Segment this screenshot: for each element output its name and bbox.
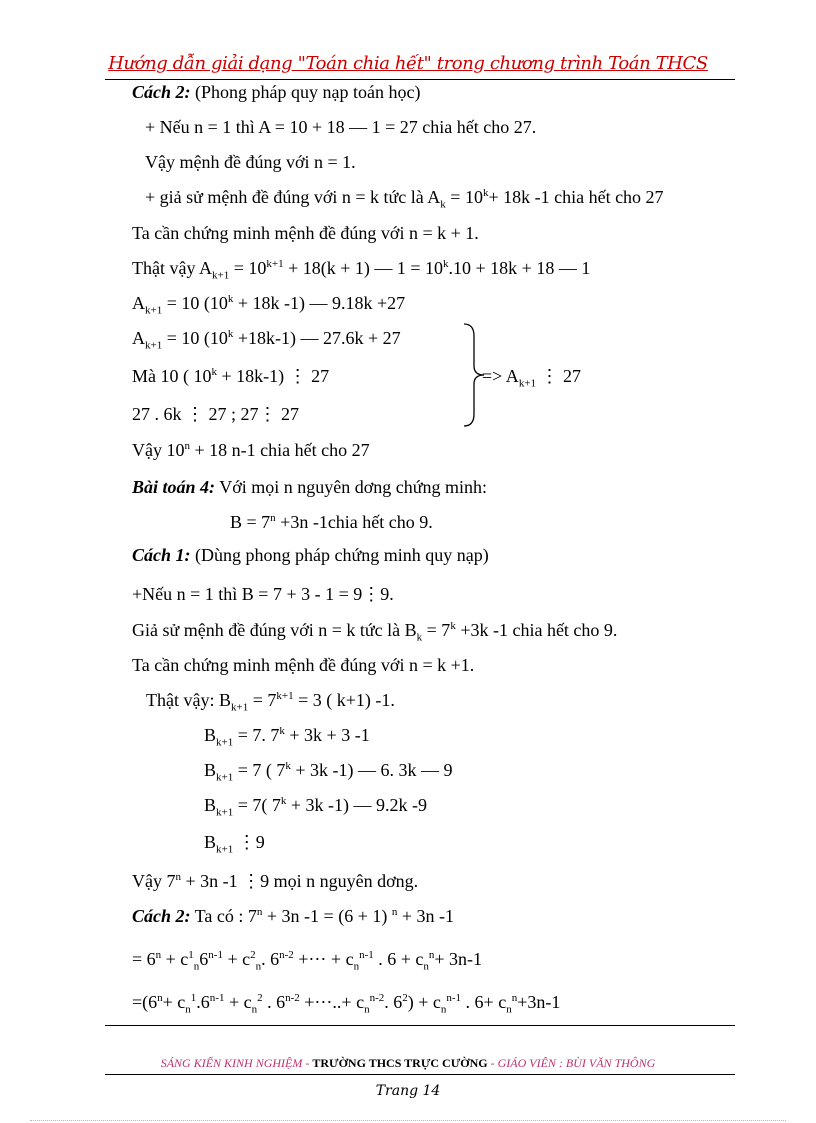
header-rule xyxy=(105,79,735,80)
problem-4-formula: $B = 7^n +3n$ -1chia hết cho 9. xyxy=(230,512,433,532)
cach1-goal: Ta cần chứng minh mệnh đề đúng với n = k +1. xyxy=(132,655,475,675)
induction-goal: Ta cần chứng minh mệnh đề đúng với n = k + 1. xyxy=(132,223,479,243)
divisibility-line-1: Mà 10 ( $10^k + 18k-1$) ⋮ 27 xyxy=(132,366,330,386)
base-case-line: + Nếu n = 1 thì A = 10 + 18 — 1 = 27 chia hết cho 27. xyxy=(145,117,537,137)
cach1-heading: Cách 1: (Dùng phong pháp chứng minh quy nạp) xyxy=(132,545,489,565)
induction-step-2: $A_{k+1} = 10$ ($10^k + 18k$ -1) — 9.18k +27 xyxy=(132,293,406,317)
footer-rule-bottom xyxy=(105,1074,735,1075)
cach1-base-case: +Nếu n = 1 thì B = 7 + 3 - 1 = 9⋮9. xyxy=(132,584,394,604)
cach1-step-4: $B_{k+1}$ ⋮9 xyxy=(204,832,265,856)
cach1-step-1: $B_{k+1} = 7$. $7^k + 3k + 3$ -1 xyxy=(204,725,370,749)
footer-rule-top xyxy=(105,1025,735,1026)
cach2-binomial-heading: Cách 2: Ta có : $7^n + 3n$ -1 = (6 + 1) $^n$ + 3n -1 xyxy=(132,906,454,926)
cach1-step-0: Thật vậy: $B_{k+1} = 7^{k+1} = 3$ ( k+1) -1. xyxy=(146,690,395,714)
divisibility-line-2: 27 . 6k ⋮ 27 ; 27⋮ 27 xyxy=(132,404,300,424)
binomial-expansion-2: $=(6^n+ c_n^1.6^{n-1} + c_n^2$ . $6^{n-2}$ +···..+ $c_n^{n-2}$. $6^2) + c_n^{n-1}$ . $6+ c_n^n+3n-1$ xyxy=(132,992,561,1016)
base-case-conclusion: Vậy mệnh đề đúng với n = 1. xyxy=(145,152,356,172)
induction-step-3: $A_{k+1} = 10$ $(10^k +18k-1)$ — 27.6k + 27 xyxy=(132,328,401,352)
page-header-title: Hướng dẫn giải dạng "Toán chia hết" trong chương trình Toán THCS xyxy=(108,53,708,74)
cach2-proof-heading: Cách 2: (Phong pháp quy nạp toán học) xyxy=(132,82,421,102)
page-number: Trang 14 xyxy=(375,1083,441,1099)
binomial-expansion-1: = $6^n + c^1_n6^{n-1} + c^2_n$. $6^{n-2}$ +··· + $c_n^{n-1}$ . $6 + c_n^n+ 3n-1$ xyxy=(132,949,483,973)
problem-4-heading: Bài toán 4: Với mọi n nguyên dơng chứng minh: xyxy=(132,477,487,497)
cach1-hypothesis: Giả sử mệnh đề đúng với n = k tức là $B_k = 7^k +3k$ -1 chia hết cho 9. xyxy=(132,620,618,644)
cach2-conclusion: Vậy $10^n + 18$ n-1 chia hết cho 27 xyxy=(132,440,370,460)
page-edge-dotted-line xyxy=(30,1120,786,1121)
footer-text: SÁNG KIẾN KINH NGHIỆM - TRƯỜNG THCS TRỰC CƯỜNG - GIÁO VIÊN : BÙI VĂN THÔNG xyxy=(160,1056,656,1070)
brace-conclusion: => $A_{k+1}$ ⋮ 27 xyxy=(482,366,582,390)
cach1-step-2: $B_{k+1} = 7$ ( $7^k + 3k$ -1) — 6. 3k — 9 xyxy=(204,760,453,784)
cach1-conclusion: Vậy $7^n + 3n$ -1 ⋮9 mọi n nguyên dơng. xyxy=(132,871,419,891)
induction-step-1: Thật vậy $A_{k+1} = 10^{k+1} + 18(k + 1)$ — $1 = 10^k.10 + 18k + 18$ — 1 xyxy=(132,258,591,282)
cach1-step-3: $B_{k+1} = 7$( $7^k + 3k$ -1) — 9.2k -9 xyxy=(204,795,428,819)
induction-hypothesis: + giả sử mệnh đề đúng với n = k tức là $A_k = 10^k+ 18k$ -1 chia hết cho 27 xyxy=(145,187,664,211)
